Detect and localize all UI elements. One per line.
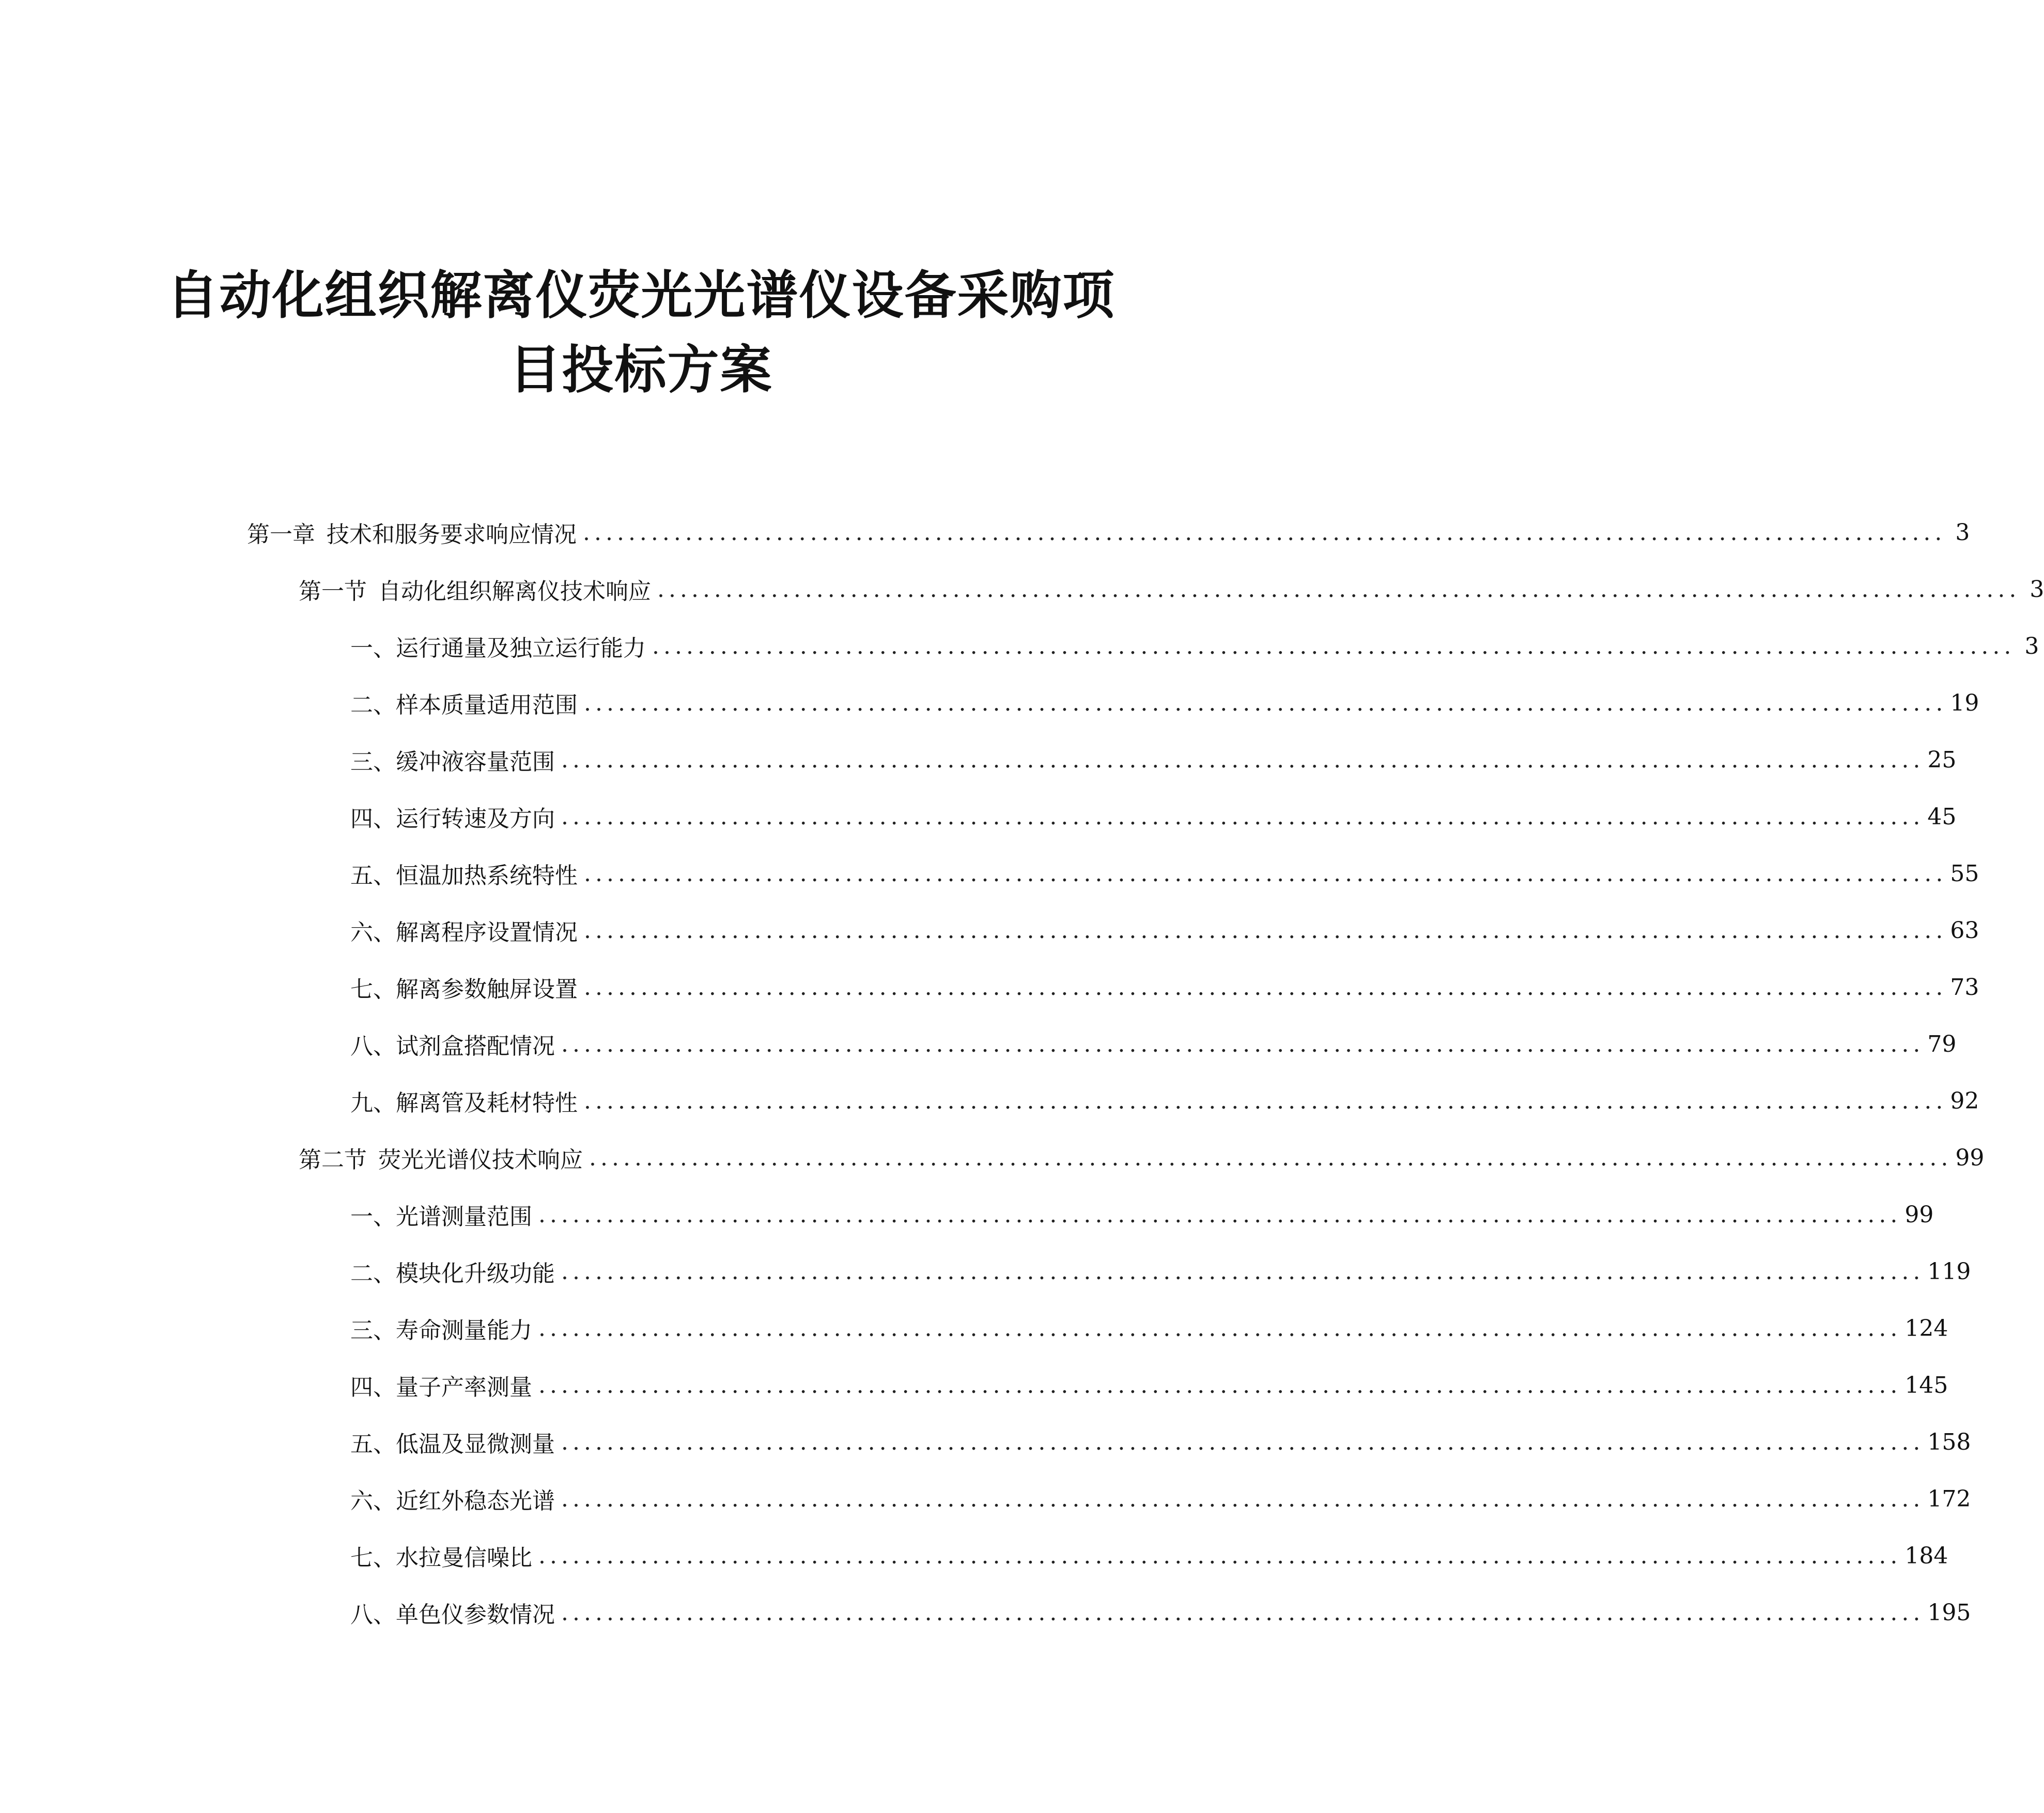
toc-page-number: 99 bbox=[1904, 1201, 1934, 1228]
toc-page-number: 119 bbox=[1927, 1258, 1971, 1285]
toc-entry[interactable] bbox=[350, 631, 2039, 662]
toc-entry-label: 运行转速及方向 bbox=[396, 806, 555, 832]
toc-entry-label: 寿命测量能力 bbox=[396, 1317, 532, 1344]
toc-entry-label: 样本质量适用范围 bbox=[396, 692, 578, 718]
toc-entry-number: 七、 bbox=[350, 1545, 396, 1571]
toc-entry-label: 解离管及耗材特性 bbox=[396, 1090, 578, 1116]
toc-entry[interactable] bbox=[350, 1597, 1971, 1628]
toc-dot-leader: ........................................................................................................................ bbox=[583, 519, 1946, 546]
toc-dot-leader: ........................................................................................................................ bbox=[538, 1542, 1902, 1569]
toc-entry-number: 七、 bbox=[350, 976, 396, 1003]
toc-entry-label: 荧光光谱仪技术响应 bbox=[378, 1147, 583, 1173]
toc-entry-label: 低温及显微测量 bbox=[396, 1431, 555, 1457]
document-title-line-2: 目投标方案 bbox=[509, 340, 773, 400]
toc-page-number: 158 bbox=[1927, 1428, 1971, 1455]
toc-dot-leader: ........................................................................................................................ bbox=[652, 633, 2016, 659]
toc-entry-label: 水拉曼信噪比 bbox=[396, 1545, 532, 1571]
toc-entry-label: 解离参数触屏设置 bbox=[396, 976, 578, 1003]
toc-entry-label: 量子产率测量 bbox=[396, 1374, 532, 1401]
toc-entry-label: 近红外稳态光谱 bbox=[396, 1488, 555, 1514]
toc-entry[interactable] bbox=[350, 972, 1979, 1003]
toc-entry[interactable] bbox=[247, 517, 1970, 548]
toc-entry-number: 八、 bbox=[350, 1602, 396, 1628]
toc-page-number: 172 bbox=[1927, 1485, 1971, 1512]
toc-entry-number: 五、 bbox=[350, 863, 396, 889]
toc-entry[interactable] bbox=[299, 574, 2044, 605]
toc-entry[interactable] bbox=[350, 1199, 1934, 1230]
toc-entry[interactable] bbox=[350, 1085, 1979, 1116]
toc-entry-number: 八、 bbox=[350, 1033, 396, 1059]
toc-entry-number: 四、 bbox=[350, 1374, 396, 1401]
toc-entry-label: 自动化组织解离仪技术响应 bbox=[378, 578, 651, 605]
toc-entry-number: 三、 bbox=[350, 749, 396, 775]
toc-entry-number: 六、 bbox=[350, 1488, 396, 1514]
toc-page-number: 45 bbox=[1927, 803, 1957, 830]
toc-dot-leader: ........................................................................................................................ bbox=[584, 1087, 1947, 1114]
toc-entry[interactable] bbox=[350, 1426, 1971, 1457]
toc-dot-leader: ........................................................................................................................ bbox=[561, 1258, 1925, 1285]
toc-dot-leader: ........................................................................................................................ bbox=[584, 974, 1947, 1001]
toc-entry[interactable] bbox=[350, 858, 1979, 889]
toc-entry-number: 四、 bbox=[350, 806, 396, 832]
toc-entry-number: 第一章 bbox=[247, 521, 315, 548]
toc-entry[interactable] bbox=[350, 1028, 1957, 1059]
toc-dot-leader: ........................................................................................................................ bbox=[584, 917, 1947, 944]
toc-entry[interactable] bbox=[350, 1540, 1948, 1571]
toc-entry-number: 二、 bbox=[350, 1261, 396, 1287]
toc-entry-label: 缓冲液容量范围 bbox=[396, 749, 555, 775]
document-title bbox=[0, 258, 1282, 407]
toc-dot-leader: ........................................................................................................................ bbox=[561, 746, 1925, 773]
toc-page-number: 99 bbox=[1955, 1144, 1985, 1171]
toc-entry[interactable] bbox=[350, 687, 1979, 718]
toc-entry-label: 光谱测量范围 bbox=[396, 1204, 532, 1230]
toc-dot-leader: ........................................................................................................................ bbox=[538, 1315, 1902, 1342]
toc-entry-number: 第二节 bbox=[299, 1147, 367, 1173]
toc-page-number: 63 bbox=[1950, 917, 1979, 944]
toc-entry-label: 恒温加热系统特性 bbox=[396, 863, 578, 889]
toc-entry-label: 解离程序设置情况 bbox=[396, 919, 578, 946]
toc-entry[interactable] bbox=[350, 801, 1957, 832]
toc-dot-leader: ........................................................................................................................ bbox=[589, 1144, 1953, 1171]
toc-entry[interactable] bbox=[299, 1142, 1985, 1173]
toc-page-number: 55 bbox=[1950, 860, 1979, 887]
toc-page-number: 195 bbox=[1927, 1599, 1971, 1626]
toc-dot-leader: ........................................................................................................................ bbox=[561, 1599, 1925, 1626]
toc-entry-number: 九、 bbox=[350, 1090, 396, 1116]
toc-dot-leader: ........................................................................................................................ bbox=[561, 1485, 1925, 1512]
toc-entry-label: 运行通量及独立运行能力 bbox=[396, 635, 646, 662]
toc-page-number: 25 bbox=[1927, 746, 1957, 773]
toc-entry-label: 单色仪参数情况 bbox=[396, 1602, 555, 1628]
toc-page-number: 92 bbox=[1950, 1087, 1979, 1114]
toc-entry-number: 二、 bbox=[350, 692, 396, 718]
toc-dot-leader: ........................................................................................................................ bbox=[657, 576, 2021, 603]
toc-dot-leader: ........................................................................................................................ bbox=[561, 803, 1925, 830]
toc-entry[interactable] bbox=[350, 1313, 1948, 1344]
toc-entry-label: 试剂盒搭配情况 bbox=[396, 1033, 555, 1059]
toc-page-number: 73 bbox=[1950, 974, 1979, 1001]
toc-entry[interactable] bbox=[350, 1256, 1971, 1287]
toc-page-number: 3 bbox=[2024, 633, 2039, 659]
toc-entry-number: 六、 bbox=[350, 919, 396, 946]
toc-page-number: 124 bbox=[1904, 1315, 1948, 1342]
toc-dot-leader: ........................................................................................................................ bbox=[584, 860, 1947, 887]
document-title-line-1: 自动化组织解离仪荧光光谱仪设备采购项 bbox=[166, 265, 1116, 326]
toc-dot-leader: ........................................................................................................................ bbox=[561, 1428, 1925, 1455]
toc-entry-number: 三、 bbox=[350, 1317, 396, 1344]
toc-dot-leader: ........................................................................................................................ bbox=[561, 1031, 1925, 1057]
toc-page-number: 184 bbox=[1904, 1542, 1948, 1569]
toc-entry[interactable] bbox=[350, 915, 1979, 946]
toc-entry[interactable] bbox=[350, 1483, 1971, 1514]
toc-entry-number: 一、 bbox=[350, 1204, 396, 1230]
toc-dot-leader: ........................................................................................................................ bbox=[538, 1372, 1902, 1399]
toc-entry[interactable] bbox=[350, 1370, 1948, 1401]
toc-page-number: 3 bbox=[2030, 576, 2044, 603]
toc-entry-number: 一、 bbox=[350, 635, 396, 662]
toc-dot-leader: ........................................................................................................................ bbox=[584, 689, 1947, 716]
toc-page-number: 3 bbox=[1955, 519, 1970, 546]
toc-entry-number: 第一节 bbox=[299, 578, 367, 605]
toc-page-number: 19 bbox=[1950, 689, 1979, 716]
toc-dot-leader: ........................................................................................................................ bbox=[538, 1201, 1902, 1228]
toc-page-number: 145 bbox=[1904, 1372, 1948, 1399]
toc-page-number: 79 bbox=[1927, 1031, 1957, 1057]
toc-entry[interactable] bbox=[350, 744, 1957, 775]
toc-entry-label: 模块化升级功能 bbox=[396, 1261, 555, 1287]
toc-entry-label: 技术和服务要求响应情况 bbox=[327, 521, 577, 548]
toc-entry-number: 五、 bbox=[350, 1431, 396, 1457]
